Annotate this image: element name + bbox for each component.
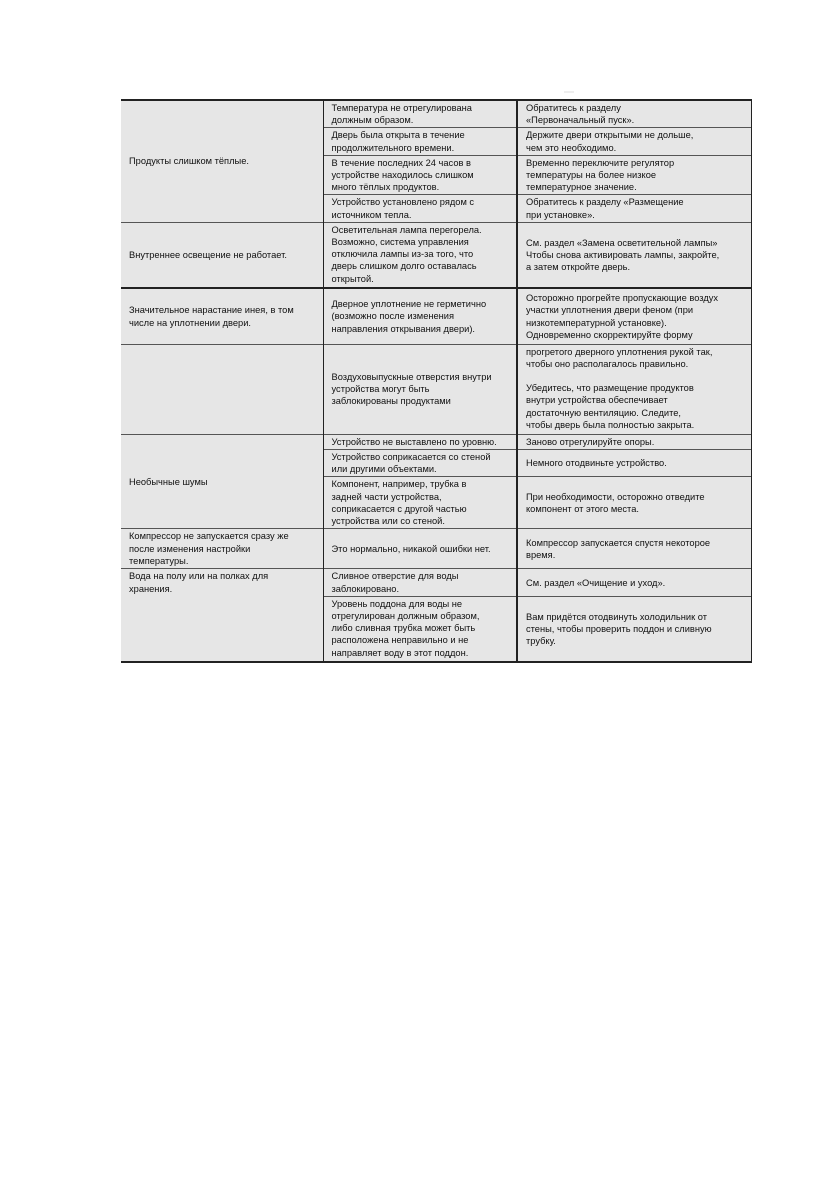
cause-text: В течение последних 24 часов в устройстве находилось слишком много тёплых продуктов. [331, 157, 474, 193]
problem-cell [121, 100, 323, 222]
solution-text: Держите двери открытыми не дольше, чем это необходимо. [526, 130, 694, 153]
cause-text: Уровень поддона для воды не отрегулирован должным образом, либо сливная трубка может быть расположена неправильно и не направляет воду в этот поддон. [331, 598, 480, 658]
table-row [121, 288, 751, 344]
solution-text: Обратитесь к разделу «Размещение при установке». [526, 197, 684, 220]
solution-cell [517, 596, 751, 662]
problem-cell [121, 434, 323, 529]
solution-text: При необходимости, осторожно отведите компонент от этого места. [526, 491, 705, 514]
solution-text: Убедитесь, что размещение продуктов внутри устройства обеспечивает достаточную вентиляцию. Следите, чтобы дверь была полностью закрыта. [526, 383, 695, 430]
cause-cell [323, 450, 517, 477]
solution-text: Временно переключите регулятор температуры на более низкое температурное значение. [526, 157, 675, 193]
table-row [121, 596, 751, 662]
solution-cell [517, 477, 751, 529]
solution-text: Заново отрегулируйте опоры. [526, 436, 655, 447]
solution-cell [517, 222, 751, 288]
cause-cell [323, 100, 517, 128]
cause-text: Устройство установлено рядом с источником тепла. [331, 197, 475, 220]
solution-cell [517, 288, 751, 344]
cause-cell [323, 128, 517, 155]
table-row [121, 529, 751, 569]
cause-cell [323, 434, 517, 449]
problem-text: Значительное нарастание инея, в том числе на уплотнении двери. [129, 305, 294, 328]
cause-cell [323, 288, 517, 344]
cause-cell [323, 596, 517, 662]
solution-text: См. раздел «Замена осветительной лампы» Чтобы снова активировать лампы, закройте, а затем откройте дверь. [526, 237, 720, 273]
cause-text: Осветительная лампа перегорела. Возможно, система управления отключила лампы из-за того, что дверь слишком долго оставалась открытой. [331, 224, 482, 284]
solution-text: прогретого дверного уплотнения рукой так, чтобы оно располагалось правильно. [526, 346, 713, 370]
cause-text: Это нормально, никакой ошибки нет. [331, 543, 491, 554]
cause-cell [323, 477, 517, 529]
cause-text: Дверное уплотнение не герметично (возможно после изменения направления открывания двери). [331, 299, 487, 334]
problem-text: Внутреннее освещение не работает. [129, 249, 287, 260]
solution-cell [517, 155, 751, 195]
solution-cell [517, 569, 751, 596]
cause-text: Дверь была открыта в течение продолжительного времени. [331, 130, 465, 153]
problem-cell [121, 222, 323, 288]
solution-cell [517, 450, 751, 477]
solution-text: Обратитесь к разделу «Первоначальный пуск». [526, 103, 635, 126]
table-row [121, 434, 751, 449]
cause-cell [323, 569, 517, 596]
problem-text: Вода на полу или на полках для хранения. [129, 571, 269, 594]
solution-text: Компрессор запускается спустя некоторое время. [526, 537, 711, 560]
solution-text: См. раздел «Очищение и уход». [526, 577, 666, 588]
cause-cell [323, 222, 517, 288]
solution-cell [517, 434, 751, 449]
problem-text: Компрессор не запускается сразу же после изменения настройки температуры. [129, 531, 289, 566]
table-row [121, 344, 751, 434]
solution-text: Немного отодвиньте устройство. [526, 458, 667, 469]
solution-text: Вам придётся отодвинуть холодильник от стены, чтобы проверить поддон и сливную трубку. [526, 611, 712, 647]
cause-text: Устройство не выставлено по уровню. [331, 436, 497, 447]
table-row [121, 569, 751, 596]
table-row [121, 222, 751, 288]
cause-text: Температура не отрегулирована должным образом. [331, 103, 472, 126]
solution-cell [517, 195, 751, 222]
problem-text: Продукты слишком тёплые. [129, 156, 249, 167]
cause-cell [323, 529, 517, 569]
problem-cell [121, 529, 323, 569]
cause-text: Сливное отверстие для воды заблокировано. [331, 571, 459, 594]
cause-text: Компонент, например, трубка в задней части устройства, соприкасается с другой частью устройства или со стеной. [331, 479, 467, 527]
cause-text: Устройство соприкасается со стеной или другими объектами. [331, 452, 491, 475]
cause-cell [323, 155, 517, 195]
table-row [121, 100, 751, 128]
scan-mark [564, 91, 574, 93]
problem-cell [121, 569, 323, 596]
problem-cell-empty [121, 344, 323, 434]
cause-text: Воздуховыпускные отверстия внутри устройства могут быть заблокированы продуктами [331, 372, 492, 407]
cause-cell [323, 344, 517, 434]
problem-text: Необычные шумы [129, 476, 208, 487]
solution-cell [517, 344, 751, 434]
solution-text: Осторожно прогрейте пропускающие воздух участки уплотнения двери феном (при низкотемпературной установке). Одновременно скорректируйте форму [526, 293, 719, 340]
troubleshooting-table [121, 99, 752, 663]
cause-cell [323, 195, 517, 222]
problem-cell [121, 288, 323, 344]
solution-cell [517, 128, 751, 155]
solution-cell [517, 100, 751, 128]
solution-cell [517, 529, 751, 569]
problem-cell-empty [121, 596, 323, 662]
